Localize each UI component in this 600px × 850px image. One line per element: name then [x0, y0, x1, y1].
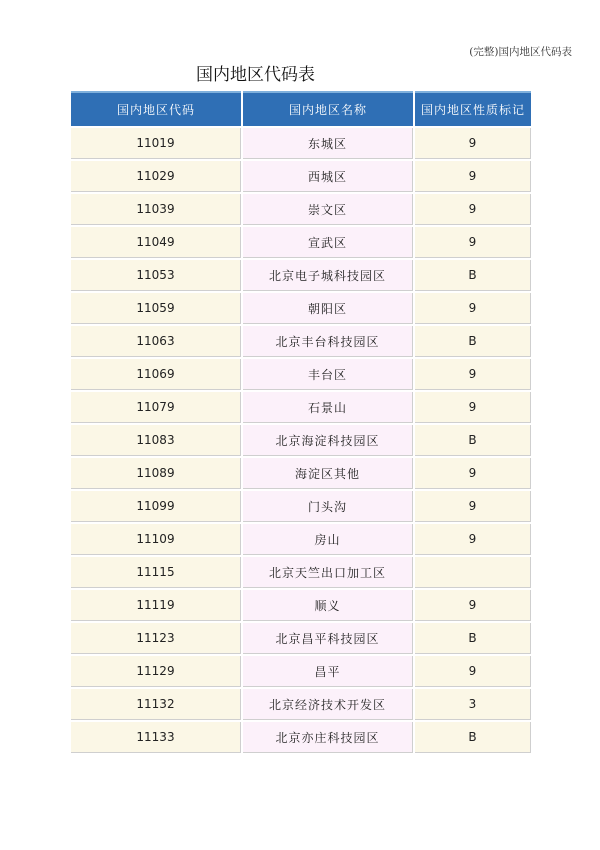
header-row	[71, 91, 531, 126]
table-row	[71, 425, 531, 456]
region-code-cell: 11133	[71, 722, 241, 753]
region-code-cell: 11069	[71, 359, 241, 390]
region-name-cell: 门头沟	[243, 491, 413, 522]
nature-mark-cell: 9	[415, 194, 531, 225]
region-name-cell: 海淀区其他	[243, 458, 413, 489]
table-row	[71, 194, 531, 225]
nature-mark-cell	[415, 557, 531, 588]
region-code-cell: 11029	[71, 161, 241, 192]
table-row	[71, 326, 531, 357]
table-row	[71, 623, 531, 654]
region-code-cell: 11119	[71, 590, 241, 621]
region-code-cell: 11123	[71, 623, 241, 654]
region-name-cell: 石景山	[243, 392, 413, 423]
region-name-cell: 宣武区	[243, 227, 413, 258]
nature-mark-cell: 9	[415, 161, 531, 192]
nature-mark-cell: 9	[415, 227, 531, 258]
region-name-cell: 北京天竺出口加工区	[243, 557, 413, 588]
table-row	[71, 260, 531, 291]
nature-mark-cell: 9	[415, 590, 531, 621]
region-name-cell: 北京亦庄科技园区	[243, 722, 413, 753]
table-row	[71, 722, 531, 753]
table-row	[71, 656, 531, 687]
table-row	[71, 458, 531, 489]
table-body	[71, 128, 531, 753]
table-row	[71, 590, 531, 621]
table-row	[71, 161, 531, 192]
region-code-cell: 11132	[71, 689, 241, 720]
page-title: 国内地区代码表	[196, 65, 315, 85]
region-name-cell: 丰台区	[243, 359, 413, 390]
column-header-code: 国内地区代码	[71, 91, 241, 126]
region-name-cell: 朝阳区	[243, 293, 413, 324]
table-row	[71, 293, 531, 324]
region-code-cell: 11039	[71, 194, 241, 225]
column-header-name: 国内地区名称	[243, 91, 413, 126]
column-header-mark: 国内地区性质标记	[415, 91, 531, 126]
table-row	[71, 689, 531, 720]
region-name-cell: 房山	[243, 524, 413, 555]
nature-mark-cell: 9	[415, 359, 531, 390]
nature-mark-cell: 3	[415, 689, 531, 720]
running-header: (完整)国内地区代码表	[469, 46, 572, 58]
nature-mark-cell: B	[415, 623, 531, 654]
region-code-cell: 11089	[71, 458, 241, 489]
region-name-cell: 北京昌平科技园区	[243, 623, 413, 654]
region-name-cell: 北京经济技术开发区	[243, 689, 413, 720]
region-code-cell: 11115	[71, 557, 241, 588]
table-row	[71, 359, 531, 390]
table-row	[71, 524, 531, 555]
region-code-cell: 11019	[71, 128, 241, 159]
region-name-cell: 昌平	[243, 656, 413, 687]
region-name-cell: 崇文区	[243, 194, 413, 225]
region-name-cell: 东城区	[243, 128, 413, 159]
nature-mark-cell: B	[415, 260, 531, 291]
region-code-cell: 11059	[71, 293, 241, 324]
region-name-cell: 北京丰台科技园区	[243, 326, 413, 357]
region-code-cell: 11099	[71, 491, 241, 522]
region-name-cell: 顺义	[243, 590, 413, 621]
region-code-cell: 11129	[71, 656, 241, 687]
table-row	[71, 227, 531, 258]
region-code-cell: 11079	[71, 392, 241, 423]
nature-mark-cell: 9	[415, 392, 531, 423]
region-code-cell: 11083	[71, 425, 241, 456]
table-row	[71, 392, 531, 423]
nature-mark-cell: 9	[415, 524, 531, 555]
table-row	[71, 557, 531, 588]
nature-mark-cell: 9	[415, 458, 531, 489]
nature-mark-cell: 9	[415, 491, 531, 522]
nature-mark-cell: B	[415, 326, 531, 357]
nature-mark-cell: 9	[415, 293, 531, 324]
region-code-cell: 11109	[71, 524, 241, 555]
region-code-cell: 11063	[71, 326, 241, 357]
region-code-table	[69, 89, 533, 755]
region-name-cell: 西城区	[243, 161, 413, 192]
region-name-cell: 北京海淀科技园区	[243, 425, 413, 456]
nature-mark-cell: 9	[415, 656, 531, 687]
nature-mark-cell: 9	[415, 128, 531, 159]
nature-mark-cell: B	[415, 722, 531, 753]
region-code-cell: 11049	[71, 227, 241, 258]
nature-mark-cell: B	[415, 425, 531, 456]
region-code-cell: 11053	[71, 260, 241, 291]
table-row	[71, 128, 531, 159]
table-header	[71, 91, 531, 126]
table-row	[71, 491, 531, 522]
region-name-cell: 北京电子城科技园区	[243, 260, 413, 291]
